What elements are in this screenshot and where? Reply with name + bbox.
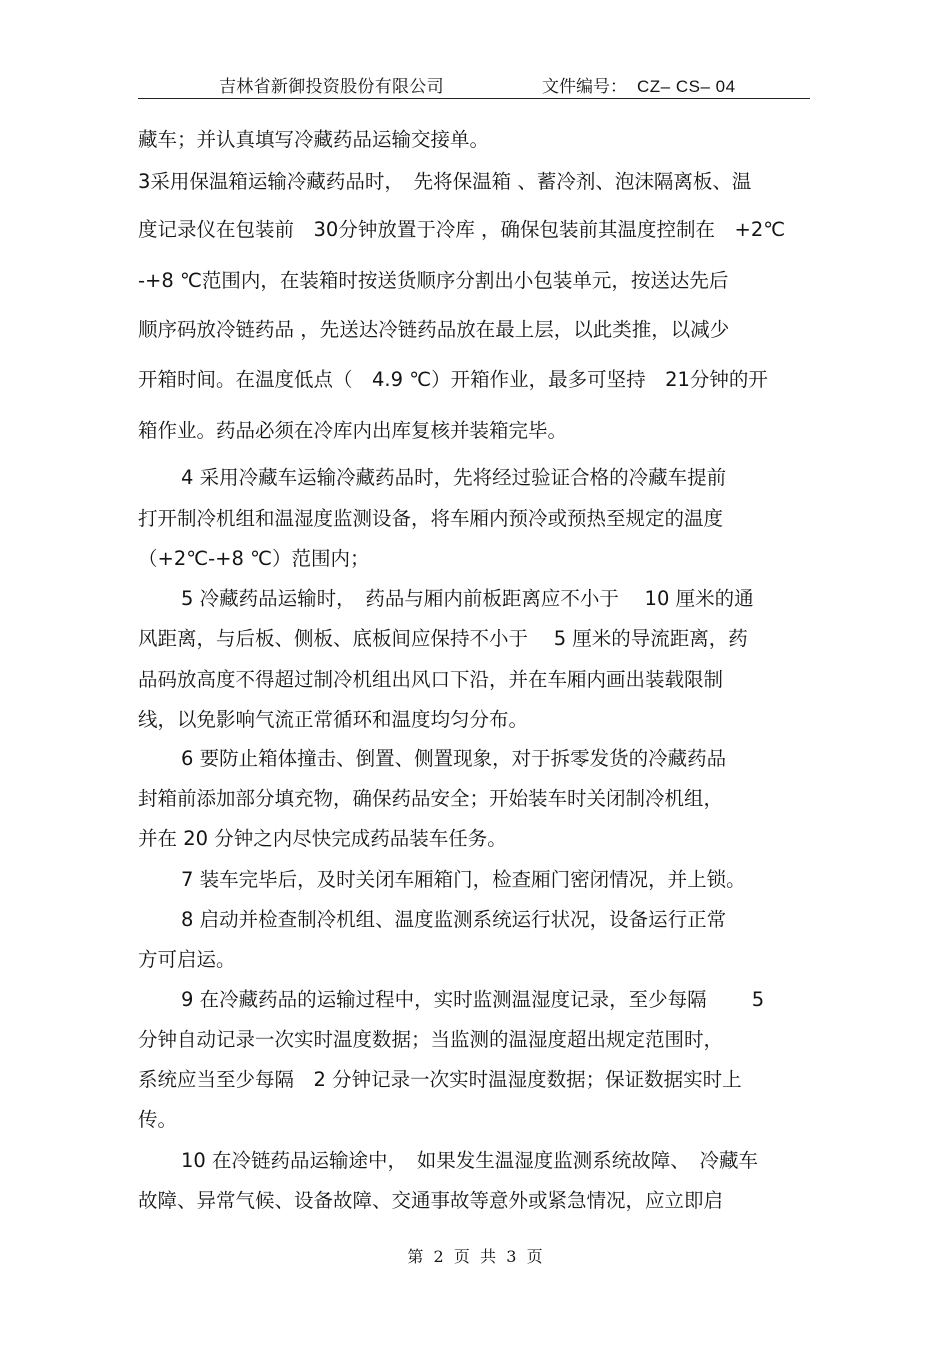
body-line: 线，以免影响气流正常循环和温度均匀分布。 [138,708,529,731]
document-number-label: 文件编号： [542,77,627,97]
body-line: 故障、异常气候、设备故障、交通事故等意外或紧急情况，应立即启 [138,1189,724,1212]
body-line: 顺序码放冷链药品 ，先送达冷链药品放在最上层，以此类推，以减少 [138,318,730,341]
body-line: 封箱前添加部分填充物，确保药品安全；开始装车时关闭制冷机组， [138,787,724,810]
body-line: 6 要防止箱体撞击、倒置、侧置现象，对于拆零发货的冷藏药品 [181,747,727,770]
body-line: 箱作业。药品必须在冷库内出库复核并装箱完毕。 [138,419,568,442]
body-line: 度记录仪在包装前 30分钟放置于冷库 ，确保包装前其温度控制在 +2℃ [138,218,786,241]
body-line: 分钟自动记录一次实时温度数据；当监测的温湿度超出规定范围时， [138,1028,724,1051]
page-number-footer: 第 2 页 共 3 页 [407,1247,543,1266]
document-number-code: CZ– CS– 04 [637,77,736,96]
body-line: 3采用保温箱运输冷藏药品时， 先将保温箱 、蓄冷剂、泡沫隔离板、温 [138,170,752,193]
body-line: 10 在冷链药品运输途中， 如果发生温湿度监测系统故障、 冷藏车 [181,1149,759,1172]
body-line: （+2℃-+8 ℃）范围内； [138,547,370,570]
body-line: 方可启运。 [138,948,236,971]
company-name: 吉林省新御投资股份有限公司 [219,77,444,97]
page-header [138,66,810,99]
body-line: 9 在冷藏药品的运输过程中，实时监测温湿度记录，至少每隔 5 [181,988,765,1011]
body-line: 7 装车完毕后，及时关闭车厢箱门，检查厢门密闭情况，并上锁。 [181,868,746,891]
body-line: 并在 20 分钟之内尽快完成药品装车任务。 [138,827,507,850]
body-line: 打开制冷机组和温湿度监测设备，将车厢内预冷或预热至规定的温度 [138,507,724,530]
body-line: 5 冷藏药品运输时， 药品与厢内前板距离应不小于 10 厘米的通 [181,587,754,610]
body-line: 风距离，与后板、侧板、底板间应保持不小于 5 厘米的导流距离，药 [138,627,748,650]
document-number [542,72,736,97]
body-line: 8 启动并检查制冷机组、温度监测系统运行状况，设备运行正常 [181,908,727,931]
body-line: 藏车；并认真填写冷藏药品运输交接单。 [138,128,490,151]
body-line: 传。 [138,1108,178,1131]
body-line: 4 采用冷藏车运输冷藏药品时，先将经过验证合格的冷藏车提前 [181,466,727,489]
body-line: 系统应当至少每隔 2 分钟记录一次实时温湿度数据；保证数据实时上 [138,1068,742,1091]
body-line: 品码放高度不得超过制冷机组出风口下沿，并在车厢内画出装载限制 [138,668,724,691]
body-line: -+8 ℃范围内，在装箱时按送货顺序分割出小包装单元，按送达先后 [138,269,729,292]
body-line: 开箱时间。在温度低点（ 4.9 ℃）开箱作业，最多可坚持 21分钟的开 [138,368,768,391]
